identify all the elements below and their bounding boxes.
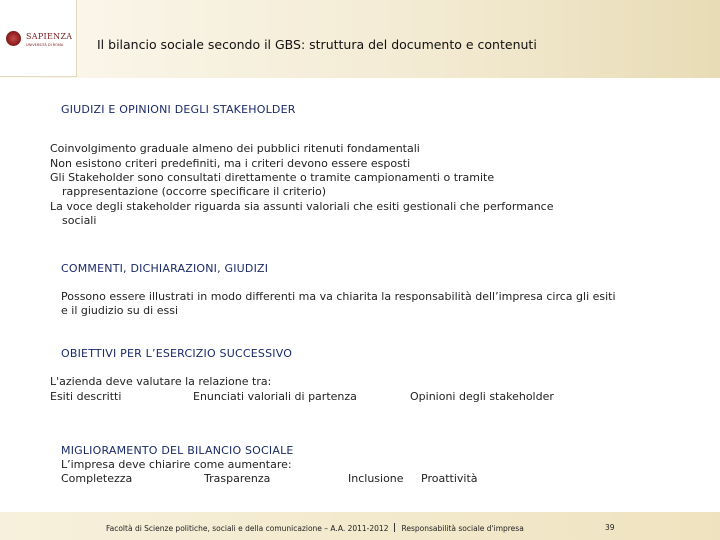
body-line: Coinvolgimento graduale almeno dei pubblici ritenuti fondamentali [50,142,420,155]
section-heading-comments: COMMENTI, DICHIARAZIONI, GIUDIZI [61,262,269,275]
item-completezza: Completezza [61,472,133,485]
footer-course: Responsabilità sociale d'impresa [401,524,524,533]
section-heading-improvement: MIGLIORAMENTO DEL BILANCIO SOCIALE [61,444,294,457]
body-line: Gli Stakeholder sono consultati direttamente o tramite campionamenti o tramite [50,171,495,184]
footer-text [106,523,524,533]
body-line: Non esistono criteri predefiniti, ma i criteri devono essere esposti [50,157,411,170]
footer-faculty: Facoltà di Scienze politiche, sociali e della comunicazione – A.A. 2011-2012 [106,524,389,533]
logo [0,0,77,77]
logo-subtitle: UNIVERSITÀ DI ROMA [26,43,64,47]
body-line: La voce degli stakeholder riguarda sia assunti valoriali che esiti gestionali che performance [50,200,554,213]
item-opinioni: Opinioni degli stakeholder [410,390,554,403]
item-esiti: Esiti descritti [50,390,122,403]
body-line: rappresentazione (occorre specificare il criterio) [62,185,327,198]
section-heading-stakeholder-opinions: GIUDIZI E OPINIONI DEGLI STAKEHOLDER [61,103,296,116]
body-line: sociali [62,214,97,227]
body-line: L’impresa deve chiarire come aumentare: [61,458,292,471]
page-number: 39 [605,523,615,532]
slide-title: Il bilancio sociale secondo il GBS: struttura del documento e contenuti [97,37,537,52]
item-proattivita: Proattività [421,472,478,485]
university-seal-icon [6,31,21,46]
logo-wordmark: SAPIENZA [26,32,73,41]
footer-divider [394,523,395,532]
body-line: e il giudizio su di essi [61,304,178,317]
item-enunciati: Enunciati valoriali di partenza [193,390,357,403]
item-trasparenza: Trasparenza [204,472,271,485]
body-line: L'azienda deve valutare la relazione tra: [50,375,272,388]
section-heading-objectives: OBIETTIVI PER L’ESERCIZIO SUCCESSIVO [61,347,293,360]
item-inclusione: Inclusione [348,472,404,485]
body-line: Possono essere illustrati in modo differenti ma va chiarita la responsabilità dell’impresa circa gli esiti [61,290,616,303]
